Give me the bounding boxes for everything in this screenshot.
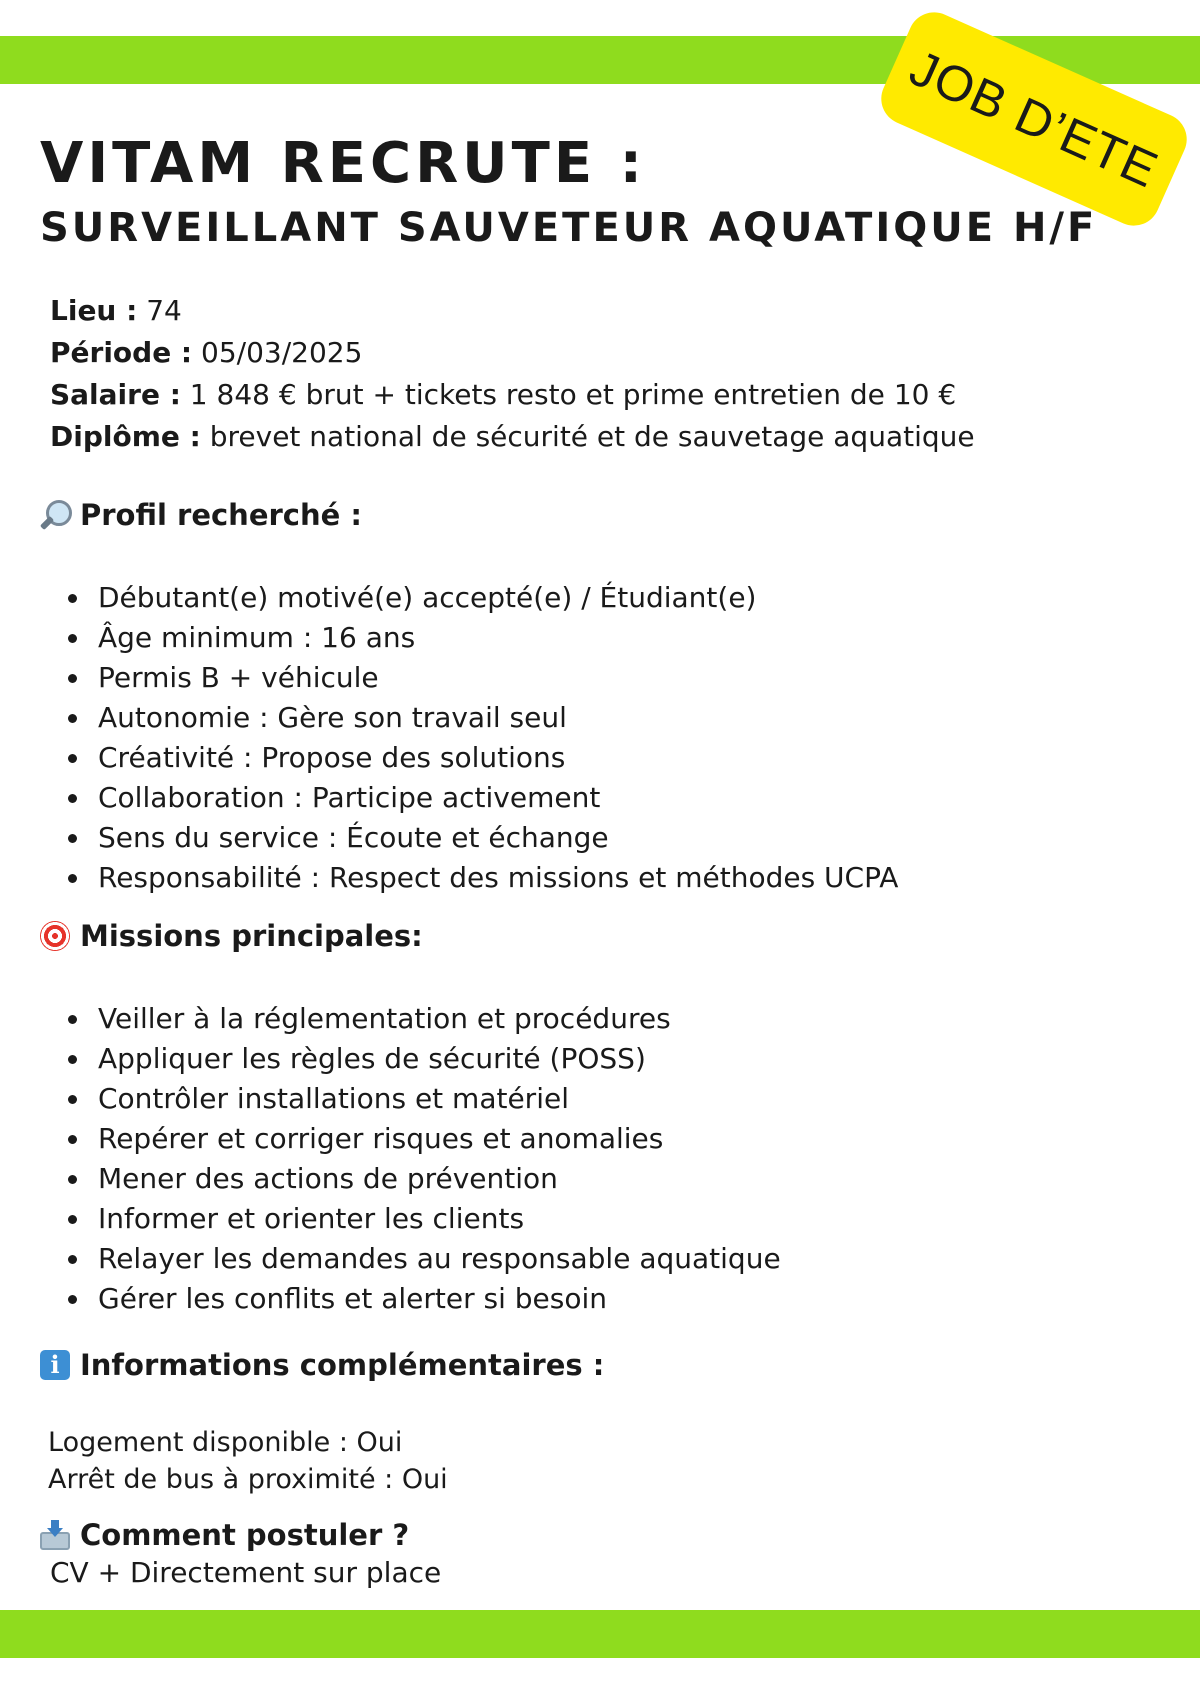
list-item: Débutant(e) motivé(e) accepté(e) / Étudiant(e): [66, 578, 898, 618]
periode-label: Période :: [50, 336, 193, 369]
bus-text: Arrêt de bus à proximité : Oui: [48, 1464, 448, 1495]
info-icon: i: [38, 1348, 72, 1382]
list-item: Informer et orienter les clients: [66, 1199, 781, 1239]
logement-text: Logement disponible : Oui: [48, 1427, 403, 1458]
salaire-label: Salaire :: [50, 378, 181, 411]
diplome-value: brevet national de sécurité et de sauvetage aquatique: [200, 420, 975, 453]
list-item: Veiller à la réglementation et procédures: [66, 999, 781, 1039]
apply-text: CV + Directement sur place: [50, 1556, 442, 1589]
list-item: Relayer les demandes au responsable aquatique: [66, 1239, 781, 1279]
magnifier-icon: [38, 498, 72, 532]
apply-heading: [38, 1518, 409, 1552]
profile-list: [66, 578, 898, 898]
lieu-value: 74: [137, 294, 182, 327]
job-title: SURVEILLANT SAUVETEUR AQUATIQUE H/F: [40, 205, 1098, 251]
info-heading: [38, 1348, 604, 1382]
list-item: Responsabilité : Respect des missions et méthodes UCPA: [66, 858, 898, 898]
salaire-row: [50, 374, 975, 416]
list-item: Gérer les conflits et alerter si besoin: [66, 1279, 781, 1319]
periode-row: [50, 332, 975, 374]
missions-heading-text: Missions principales:: [80, 919, 423, 953]
extra-info: [48, 1424, 448, 1498]
list-item: Appliquer les règles de sécurité (POSS): [66, 1039, 781, 1079]
diplome-label: Diplôme :: [50, 420, 201, 453]
profile-heading-text: Profil recherché :: [80, 498, 362, 532]
bottom-green-band: [0, 1610, 1200, 1658]
apply-heading-text: Comment postuler ?: [80, 1518, 410, 1552]
profile-heading: [38, 498, 362, 532]
lieu-row: [50, 290, 975, 332]
list-item: Repérer et corriger risques et anomalies: [66, 1119, 781, 1159]
list-item: Contrôler installations et matériel: [66, 1079, 781, 1119]
job-ete-badge: JOB D’ETE: [873, 4, 1195, 234]
diplome-row: [50, 416, 975, 458]
list-item: Permis B + véhicule: [66, 658, 898, 698]
list-item: Autonomie : Gère son travail seul: [66, 698, 898, 738]
missions-list: [66, 999, 781, 1319]
inbox-tray-icon: [38, 1518, 72, 1552]
job-details: [50, 290, 975, 458]
salaire-value: 1 848 € brut + tickets resto et prime entretien de 10 €: [180, 378, 957, 411]
list-item: Âge minimum : 16 ans: [66, 618, 898, 658]
periode-value: 05/03/2025: [192, 336, 363, 369]
lieu-label: Lieu :: [50, 294, 138, 327]
list-item: Mener des actions de prévention: [66, 1159, 781, 1199]
target-icon: [38, 919, 72, 953]
list-item: Collaboration : Participe activement: [66, 778, 898, 818]
missions-heading: [38, 919, 423, 953]
page-title: VITAM RECRUTE :: [40, 131, 646, 196]
list-item: Créativité : Propose des solutions: [66, 738, 898, 778]
info-heading-text: Informations complémentaires :: [80, 1348, 605, 1382]
list-item: Sens du service : Écoute et échange: [66, 818, 898, 858]
